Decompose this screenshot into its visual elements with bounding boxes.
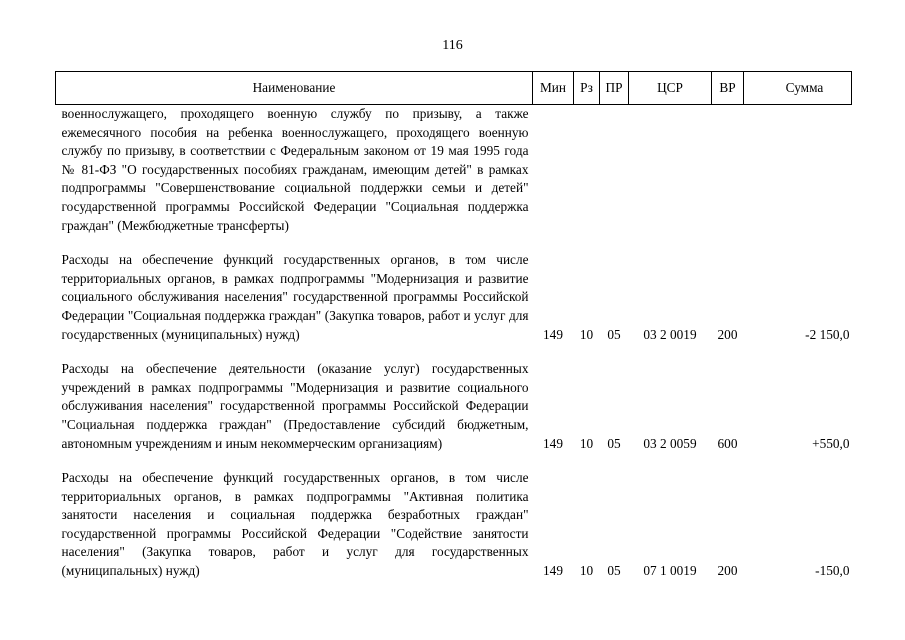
table-row xyxy=(56,453,852,581)
row-vr: 600 xyxy=(717,435,738,451)
row-sum: -2 150,0 xyxy=(805,326,850,342)
row-min: 149 xyxy=(543,326,563,342)
table-row xyxy=(56,344,852,453)
row-rz xyxy=(574,105,600,236)
row-rz: 10 xyxy=(579,563,594,579)
table-header xyxy=(56,72,852,105)
row-rz: 10 xyxy=(579,435,594,451)
row-name: Расходы на обеспечение деятельности (оказание услуг) государственных учреждений в рамках подпрограммы "Модернизация и развитие социального обслуживания населения" государственной программы Российской Федерации "Социальная поддержка граждан" (Предоставление субсидий бюджетным, автономным учреждениям и иным некоммерческим организациям) xyxy=(61,361,529,451)
row-name: Расходы на обеспечение функций государственных органов, в том числе территориальных органов, в рамках подпрограммы "Модернизация и развитие социального обслуживания населения" государственной программы Российской Федерации "Социальная поддержка граждан" (Закупка товаров, работ и услуг для государственных (муниципальных) нужд) xyxy=(61,252,529,342)
column-header-sum: Сумма xyxy=(744,72,852,105)
column-header-pr: ПР xyxy=(600,72,629,105)
row-sum: -150,0 xyxy=(815,563,850,579)
row-pr: 05 xyxy=(607,563,621,579)
row-name: военнослужащего, проходящего военную службу по призыву, а также ежемесячного пособия на ребенка военнослужащего, проходящего военную службу по призыву, в соответствии с Федеральным законом от 19 мая 1995 года № 81-ФЗ "О государственных пособиях гражданам, имеющим детей" в рамках подпрограммы "Совершенствование социальной поддержки семьи и детей" государственной программы Российской Федерации "Социальная поддержка граждан" (Межбюджетные трансферты) xyxy=(61,106,529,233)
column-header-rz: Рз xyxy=(574,72,600,105)
row-sum xyxy=(744,105,852,236)
table-row xyxy=(56,105,852,236)
row-csr: 07 1 0019 xyxy=(643,563,697,579)
row-csr: 03 2 0059 xyxy=(643,435,697,451)
column-header-min: Мин xyxy=(533,72,574,105)
row-pr: 05 xyxy=(607,435,621,451)
column-header-vr: ВР xyxy=(712,72,744,105)
row-pr xyxy=(600,105,629,236)
row-csr: 03 2 0019 xyxy=(643,326,697,342)
row-name: Расходы на обеспечение функций государственных органов, в том числе территориальных органов, в рамках подпрограммы "Активная политика занятости населения и социальная поддержка безработных граждан" государственной программы Российской Федерации "Содействие занятости населения" (Закупка товаров, работ и услуг для государственных (муниципальных) нужд) xyxy=(61,470,529,579)
table-row xyxy=(56,235,852,344)
budget-table xyxy=(55,71,852,581)
row-min xyxy=(533,105,574,236)
row-min: 149 xyxy=(543,563,563,579)
row-min: 149 xyxy=(543,435,563,451)
row-sum: +550,0 xyxy=(812,435,850,451)
page-number: 116 xyxy=(442,38,463,53)
row-pr: 05 xyxy=(607,326,621,342)
column-header-name: Наименование xyxy=(56,72,533,105)
row-vr: 200 xyxy=(717,563,738,579)
row-vr: 200 xyxy=(717,326,738,342)
column-header-csr: ЦСР xyxy=(629,72,712,105)
row-vr xyxy=(712,105,744,236)
row-csr xyxy=(629,105,712,236)
row-rz: 10 xyxy=(579,326,594,342)
